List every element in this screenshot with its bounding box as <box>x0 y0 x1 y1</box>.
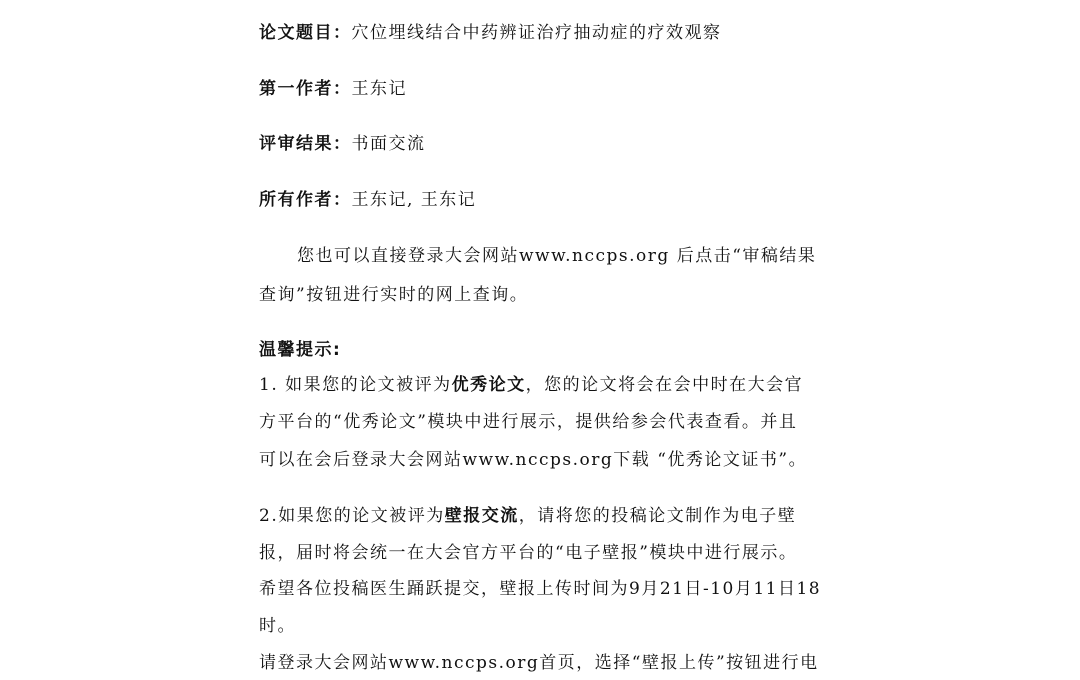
field-value: 穴位埋线结合中药辨证治疗抽动症的疗效观察 <box>351 23 722 43</box>
tip-1-line-1 <box>259 374 803 396</box>
field-label: 评审结果： <box>259 134 352 154</box>
field-first-author <box>259 78 407 100</box>
tip-2-line-2: 报，届时将会统一在大会官方平台的“电子壁报”模块中进行展示。 <box>259 543 798 563</box>
tip-2-prefix: 2.如果您的论文被评为 <box>259 506 445 526</box>
tip-1-line-3: 可以在会后登录大会网站www.nccps.org下载 “优秀论文证书”。 <box>259 450 808 470</box>
field-label: 论文题目： <box>259 23 352 43</box>
tip-1-prefix: 1. 如果您的论文被评为 <box>259 375 452 395</box>
tip-2-emphasis: 壁报交流 <box>444 506 519 526</box>
tip-1-suffix: ，您的论文将会在会中时在大会官 <box>525 375 804 395</box>
field-value: 书面交流 <box>351 134 426 154</box>
field-label: 第一作者： <box>259 79 352 99</box>
field-label: 所有作者： <box>259 190 352 210</box>
field-paper-title <box>259 22 722 44</box>
field-value: 王东记, 王东记 <box>351 190 477 210</box>
tip-2-suffix: ，请将您的投稿论文制作为电子壁 <box>518 506 797 526</box>
tip-2-line-3: 希望各位投稿医生踊跃提交，壁报上传时间为9月21日-10月11日18 <box>259 579 822 599</box>
tip-1-emphasis: 优秀论文 <box>451 375 526 395</box>
field-all-authors <box>259 189 476 211</box>
tip-2-line-5: 请登录大会网站www.nccps.org首页，选择“壁报上传”按钮进行电 <box>259 653 819 673</box>
field-value: 王东记 <box>351 79 407 99</box>
tip-2-line-1 <box>259 505 796 527</box>
tip-1-line-2: 方平台的“优秀论文”模块中进行展示，提供给参会代表查看。并且 <box>259 412 798 432</box>
tip-2-line-4: 时。 <box>259 616 296 636</box>
intro-line-1: 您也可以直接登录大会网站www.nccps.org 后点击“审稿结果 <box>297 246 817 266</box>
tips-heading: 温馨提示: <box>259 340 342 360</box>
field-review-result <box>259 133 426 155</box>
intro-line-2: 查询”按钮进行实时的网上查询。 <box>259 285 529 305</box>
